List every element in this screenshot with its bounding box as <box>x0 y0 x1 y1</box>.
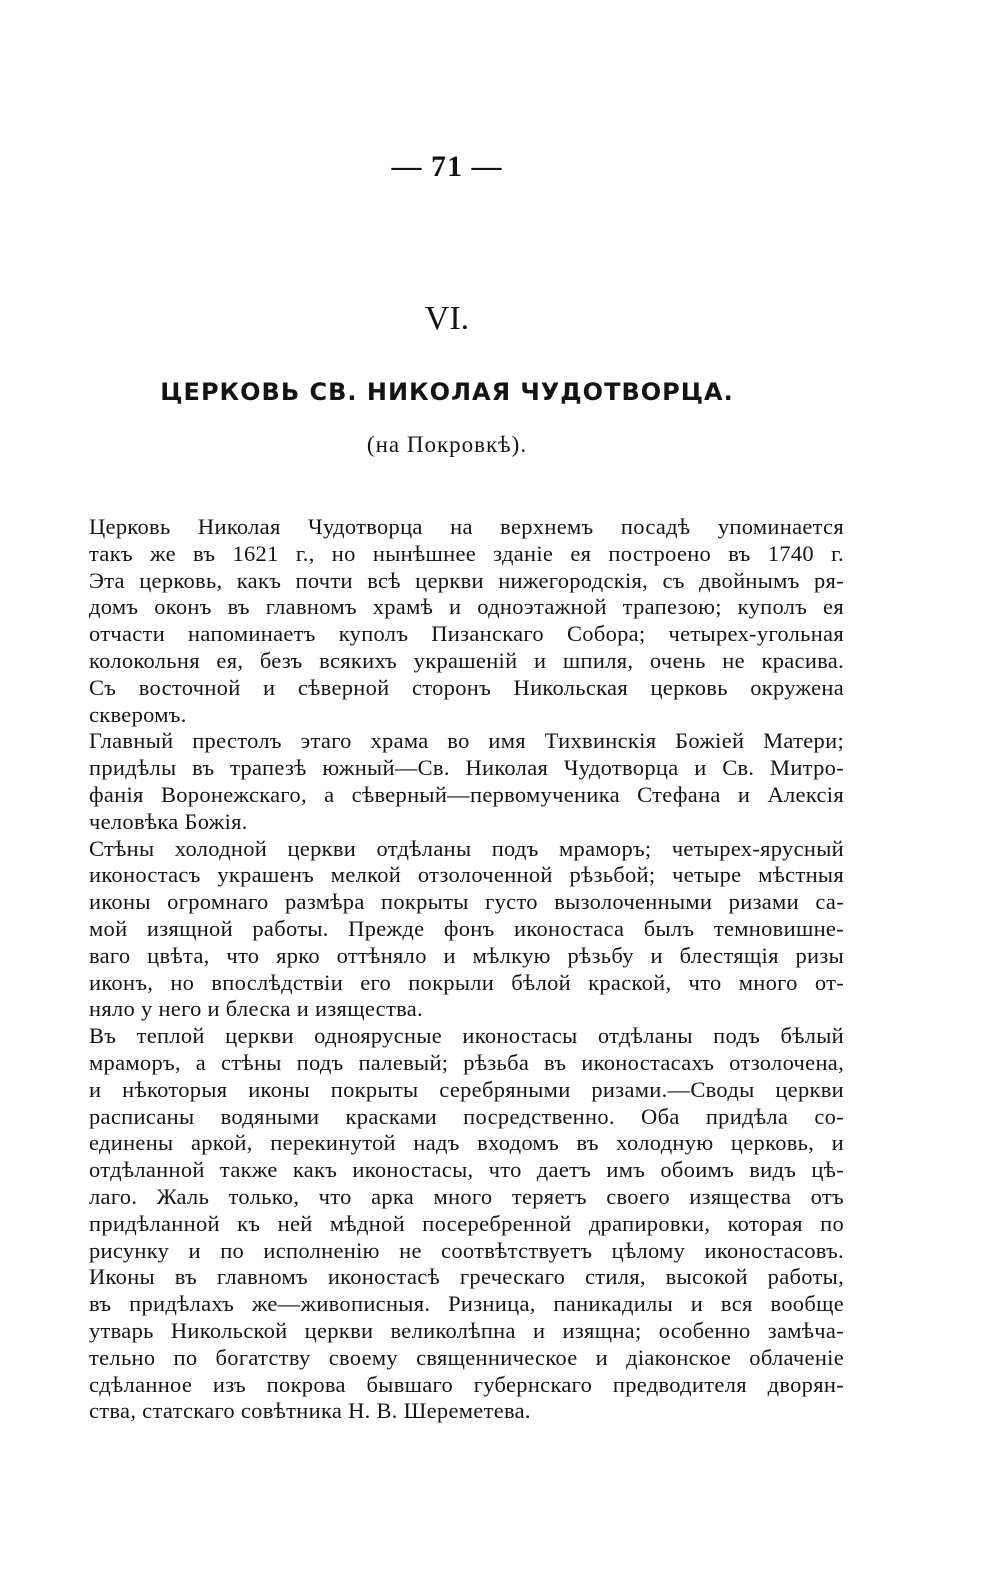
text-line: въ придѣлахъ же—живописныя. Ризница, паникадилы и вся вообще <box>89 1291 844 1317</box>
text-line: единены аркой, перекинутой надъ входомъ въ холодную церковь, и <box>89 1130 844 1156</box>
text-line: Стѣны холодной церкви отдѣланы подъ мраморъ; четырех-ярусный <box>89 835 844 861</box>
text-line: утварь Никольской церкви великолѣпна и изящна; особенно замѣча- <box>89 1317 844 1343</box>
text-line: лаго. Жаль только, что арка много теряетъ своего изящества отъ <box>89 1183 844 1209</box>
text-line: Иконы въ главномъ иконостасѣ греческаго стиля, высокой работы, <box>89 1264 844 1290</box>
text-line: иконы огромнаго размѣра покрыты густо вызолоченными ризами са- <box>89 889 844 915</box>
body-text <box>89 514 844 1425</box>
text-line: тельно по богатству своему священническое и діаконское облаченіе <box>89 1344 844 1370</box>
page-number: — 71 — <box>391 150 503 183</box>
chapter-number: VI. <box>424 300 470 337</box>
text-line: иконостасъ украшенъ мелкой отзолоченной рѣзьбой; четыре мѣстныя <box>89 862 844 888</box>
text-line: такъ же въ 1621 г., но нынѣшнее зданіе ея построено въ 1740 г. <box>89 540 844 566</box>
chapter-title: ЦЕРКОВЬ СВ. НИКОЛАЯ ЧУДОТВОРЦА. <box>160 378 734 406</box>
text-line: скверомъ. <box>89 701 187 727</box>
text-line: Въ теплой церкви одноярусные иконостасы отдѣланы подъ бѣлый <box>89 1023 844 1049</box>
text-line: Съ восточной и сѣверной сторонъ Никольская церковь окружена <box>89 674 844 700</box>
text-line: домъ оконъ въ главномъ храмѣ и одноэтажной трапезою; куполъ ея <box>89 594 844 620</box>
text-line: сдѣланное изъ покрова бывшаго губернскаго предводителя дворян- <box>89 1371 844 1397</box>
text-line: придѣлы въ трапезѣ южный—Св. Николая Чудотворца и Св. Митро- <box>89 755 844 781</box>
chapter-subtitle: (на Покровкѣ). <box>366 432 528 457</box>
text-line: придѣланной къ ней мѣдной посеребренной драпировки, которая по <box>89 1210 844 1236</box>
text-line: Главный престолъ этаго храма во имя Тихвинскія Божіей Матери; <box>89 728 844 754</box>
text-line: ваго цвѣта, что ярко оттѣняло и мѣлкую рѣзьбу и блестящія ризы <box>89 942 844 968</box>
text-line: няло у него и блеска и изящества. <box>89 996 423 1022</box>
text-line: человѣка Божія. <box>89 808 248 834</box>
text-line: мой изящной работы. Прежде фонъ иконостаса былъ темновишне- <box>89 915 844 941</box>
text-line: Эта церковь, какъ почти всѣ церкви нижегородскія, съ двойнымъ ря- <box>89 567 844 593</box>
text-line: рисунку и по исполненію не соотвѣтствуетъ цѣлому иконостасовъ. <box>89 1237 844 1263</box>
text-line: расписаны водяными красками посредственно. Оба придѣла со- <box>89 1103 844 1129</box>
text-line: фанія Воронежскаго, а сѣверный—первомученика Стефана и Алексія <box>89 781 844 807</box>
text-line: иконъ, но впослѣдствіи его покрыли бѣлой краской, что много от- <box>89 969 844 995</box>
text-line: колокольня ея, безъ всякихъ украшеній и шпиля, очень не красива. <box>89 647 844 673</box>
text-line: и нѣкоторыя иконы покрыты серебряными ризами.—Своды церкви <box>89 1076 844 1102</box>
text-line: отдѣланной также какъ иконостасы, что даетъ имъ обоимъ видъ цѣ- <box>89 1157 844 1183</box>
text-line: мраморъ, а стѣны подъ палевый; рѣзьба въ иконостасахъ отзолочена, <box>89 1049 844 1075</box>
text-line: ства, статскаго совѣтника Н. В. Шереметева. <box>89 1398 531 1424</box>
text-line: отчасти напоминаетъ куполъ Пизанскаго Собора; четырех-угольная <box>89 621 844 647</box>
text-line: Церковь Николая Чудотворца на верхнемъ посадѣ упоминается <box>89 514 844 539</box>
